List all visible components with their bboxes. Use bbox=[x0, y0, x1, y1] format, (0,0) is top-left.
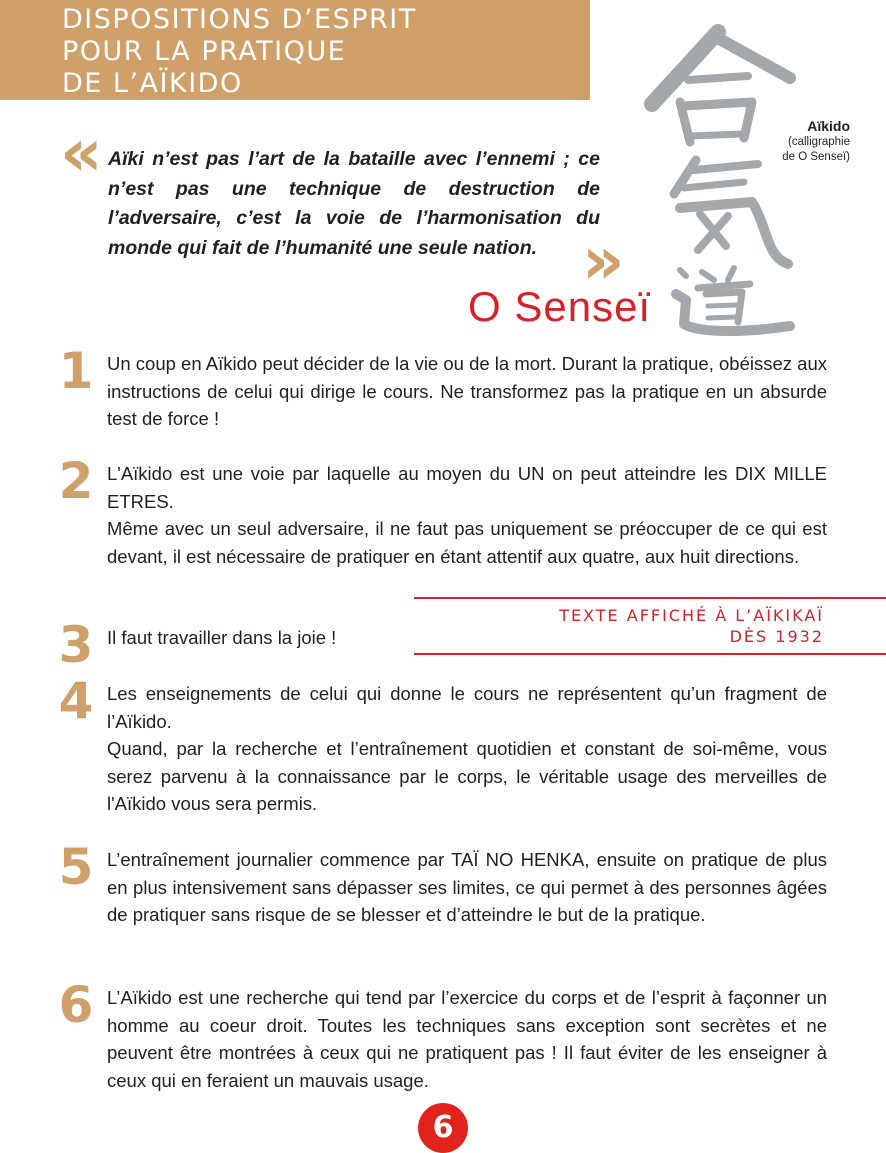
page-title-line-1: DISPOSITIONS D’ESPRIT bbox=[62, 4, 417, 35]
rule-number: 3 bbox=[58, 616, 94, 674]
rule-paragraph: L’entraînement journalier commence par TAÏ NO HENKA, ensuite on pratique de plus en plus intensivement sans dépasser ses limites, ce qui permet à des personnes âgées de pratiquer sans risque de se blesser et d’atteindre le but de la pratique. bbox=[107, 849, 827, 925]
page-title-line-3: DE L’AÏKIDO bbox=[62, 68, 243, 99]
quote-open-mark: « bbox=[60, 114, 103, 191]
calligraphy-caption bbox=[782, 118, 850, 165]
rule-paragraph: L’Aïkido est une recherche qui tend par l’exercice du corps et de l’esprit à façonner un homme au coeur droit. Toutes les techniques sans exception sont secrètes et ne peuvent être montrées à ceux qui ne pratiquent pas ! Il faut éviter de les enseigner à ceux qui en feraient un mauvais usage. bbox=[107, 987, 827, 1091]
rule-paragraph: Il faut travailler dans la joie ! bbox=[107, 627, 337, 648]
rule-paragraph: Même avec un seul adversaire, il ne faut pas uniquement se préoccuper de ce qui est devant, il est nécessaire de pratiquer en étant attentif aux quatre, aux huit directions. bbox=[107, 518, 827, 567]
calligraphy-caption-title: Aïkido bbox=[807, 118, 850, 134]
rule-number: 1 bbox=[58, 342, 94, 400]
callout-text bbox=[559, 605, 824, 647]
rule-text bbox=[107, 846, 827, 929]
rule-paragraph: Quand, par la recherche et l’entraînement quotidien et constant de soi-même, vous serez parvenu à la connaissance par le corps, le véritable usage des merveilles de l'Aïkido vous sera permis. bbox=[107, 738, 827, 814]
page-number-badge: 6 bbox=[418, 1103, 468, 1153]
calligraphy-caption-line: de O Senseï) bbox=[782, 151, 850, 163]
rule-text bbox=[107, 680, 827, 818]
rule-text bbox=[107, 350, 827, 433]
rule-text bbox=[107, 460, 827, 570]
title-band bbox=[0, 0, 590, 100]
callout-top-rule bbox=[414, 597, 886, 599]
rule-text bbox=[107, 624, 407, 652]
rule-number: 4 bbox=[58, 672, 94, 730]
rule-number: 6 bbox=[58, 976, 94, 1034]
page-title-line-2: POUR LA PRATIQUE bbox=[62, 36, 347, 67]
rule-text bbox=[107, 984, 827, 1094]
rule-paragraph: L'Aïkido est une voie par laquelle au moyen du UN on peut atteindre les DIX MILLE ETRES. bbox=[107, 463, 827, 512]
rule-paragraph: Un coup en Aïkido peut décider de la vie ou de la mort. Durant la pratique, obéissez aux instructions de celui qui dirige le cours. Ne transformez pas la pratique en un absurde test de force ! bbox=[107, 353, 827, 429]
rule-number: 2 bbox=[58, 452, 94, 510]
quote-text: Aïki n’est pas l’art de la bataille avec l’ennemi ; ce n’est pas une technique de destruction de l’adversaire, c’est la voie de l’harmonisation du monde qui fait de l’humanité une seule nation. bbox=[108, 148, 600, 259]
rule-number: 5 bbox=[58, 838, 94, 896]
callout-bottom-rule bbox=[414, 653, 886, 655]
callout-line-1: TEXTE AFFICHÉ À L’AÏKIKAÏ bbox=[559, 606, 824, 625]
calligraphy-caption-line: (calligraphie bbox=[787, 136, 850, 148]
quote-close-mark: » bbox=[582, 222, 625, 299]
callout-box bbox=[414, 597, 886, 655]
quote-author: O Senseï bbox=[468, 283, 652, 330]
rule-paragraph: Les enseignements de celui qui donne le cours ne représentent qu’un fragment de l’Aïkido. bbox=[107, 683, 827, 732]
aikido-calligraphy-image bbox=[640, 18, 800, 338]
callout-line-2: DÈS 1932 bbox=[729, 627, 824, 646]
